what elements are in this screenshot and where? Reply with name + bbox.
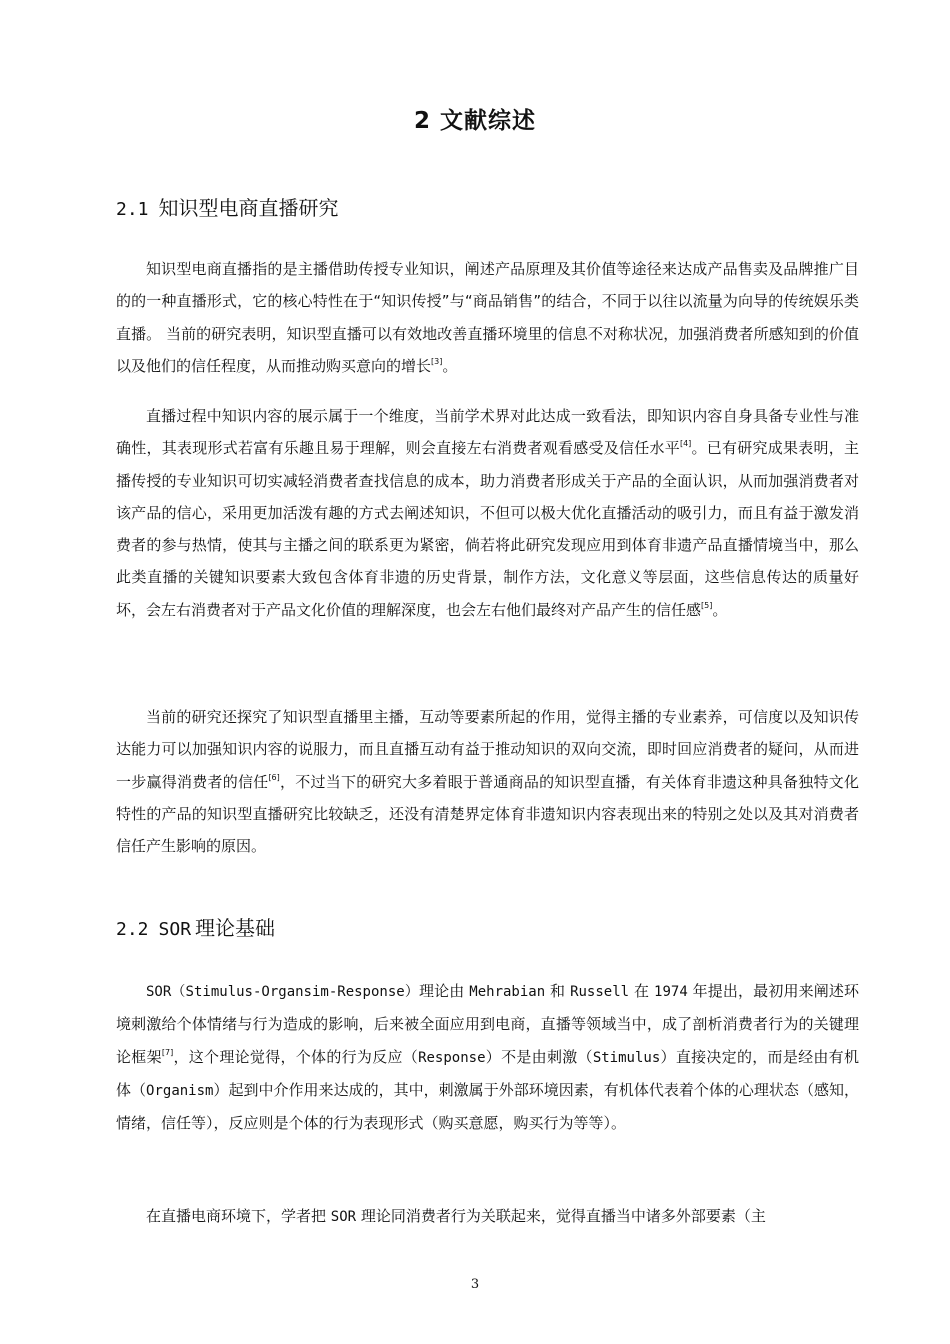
- paragraph: [116, 1200, 859, 1233]
- paragraph-text: 。已有研究成果表明，主播传授的专业知识可切实减轻消费者查找信息的成本，助力消费者形成关于产品的全面认识，从而加强消费者对该产品的信心，采用更加活泼有趣的方式去阐述知识，不但可以极大优化直播活动的吸引力，而且有益于激发消费者的参与热情，使其与主播之间的联系更为紧密，倘若将此研究发现应用到体育非遗产品直播情境当中，那么此类直播的关键知识要素大致包含体育非遗的历史背景，制作方法，文化意义等层面，这些信息传达的质量好坏，会左右消费者对于产品文化价值的理解深度，也会左右他们最终对产品产生的信任感: [116, 439, 859, 619]
- paragraph-text: 。: [712, 600, 728, 619]
- latin-text: 1974: [654, 984, 688, 1000]
- latin-text: Response: [418, 1049, 486, 1066]
- latin-text: Organism: [146, 1082, 214, 1099]
- latin-text: SOR: [330, 1209, 357, 1225]
- latin-text: Mehrabian: [469, 984, 546, 1000]
- paragraph: [116, 400, 859, 626]
- latin-text: Russell: [570, 984, 630, 1000]
- paragraph-text: 直播过程中知识内容的展示属于一个维度，当前学术界对此达成一致看法，即知识内容自身具备专业性与准确性，其表现形式若富有乐趣且易于理解，则会直接左右消费者观看感受及信任水平: [116, 407, 859, 458]
- citation-ref: [4]: [679, 439, 692, 449]
- paragraph-text: ）不是由刺激（: [485, 1047, 593, 1066]
- paragraph-text: 在直播电商环境下，学者把: [146, 1207, 331, 1225]
- paragraph-text: ）直接决定的，而是经由有机体（: [116, 1047, 859, 1099]
- paragraph-text: 年提出，最初用来阐述环境刺激给个体情绪与行为造成的影响，后来被全面应用到电商，直播等领域当中，成了剖析消费者行为的关键理论框架: [116, 982, 859, 1066]
- citation-ref: [5]: [701, 600, 713, 610]
- citation-ref: [6]: [268, 772, 280, 782]
- citation-ref: [3]: [431, 356, 443, 366]
- latin-text: SOR（Stimulus-Organsim-Response）: [146, 984, 419, 1000]
- citation-ref: [7]: [161, 1047, 174, 1057]
- paragraph-text: 当前的研究还探究了知识型直播里主播，互动等要素所起的作用，觉得主播的专业素养，可信度以及知识传达能力可以加强知识内容的说服力，而且直播互动有益于推动知识的双向交流，即时回应消费者的疑问，从而进一步赢得消费者的信任: [116, 708, 859, 791]
- paragraph: [116, 701, 859, 862]
- paragraph-text: 和: [545, 982, 571, 1000]
- paragraph: [116, 253, 859, 382]
- chapter-title: 2 文献综述: [413, 108, 536, 134]
- paragraph-text: ，不过当下的研究大多着眼于普通商品的知识型直播，有关体育非遗这种具备独特文化特性的产品的知识型直播研究比较缺乏，还没有清楚界定体育非遗知识内容表现出来的特别之处以及其对消费者信任产生影响的原因。: [116, 772, 859, 856]
- paragraph-text: 。: [442, 356, 458, 375]
- section-heading-latin: SOR: [158, 919, 192, 940]
- paragraph-text: 知识型电商直播指的是主播借助传授专业知识，阐述产品原理及其价值等途径来达成产品售卖及品牌推广目的的一种直播形式，它的核心特性在于“知识传授”与“商品销售”的结合，不同于以往以流量为向导的传统娱乐类直播。 当前的研究表明，知识型直播可以有效地改善直播环境里的信息不对称状况，加强消费者所感知到的价值以及他们的信任程度，从而推动购买意向的增长: [116, 260, 859, 375]
- paragraph-text: ，这个理论觉得，个体的行为反应（: [173, 1047, 419, 1066]
- section-heading: [116, 194, 339, 224]
- paragraph-text: ）起到中介作用来达成的，其中，刺激属于外部环境因素，有机体代表着个体的心理状态（感知，情绪，信任等），反应则是个体的行为表现形式（购买意愿，购买行为等等）。: [116, 1080, 859, 1133]
- latin-text: Stimulus: [592, 1049, 661, 1066]
- section-heading-text: 知识型电商直播研究: [158, 196, 339, 220]
- paragraph-text: 理论同消费者行为关联起来，觉得直播当中诸多外部要素（主: [356, 1207, 766, 1225]
- paragraph: [116, 975, 859, 1139]
- paragraph-text: 理论由: [418, 982, 470, 1000]
- section-heading-text: 理论基础: [195, 916, 276, 940]
- section-number: 2.1: [116, 199, 149, 220]
- paragraph-text: 在: [629, 982, 655, 1000]
- section-heading: [116, 914, 275, 944]
- page-number: 3: [470, 1277, 480, 1292]
- section-number: 2.2: [116, 919, 149, 940]
